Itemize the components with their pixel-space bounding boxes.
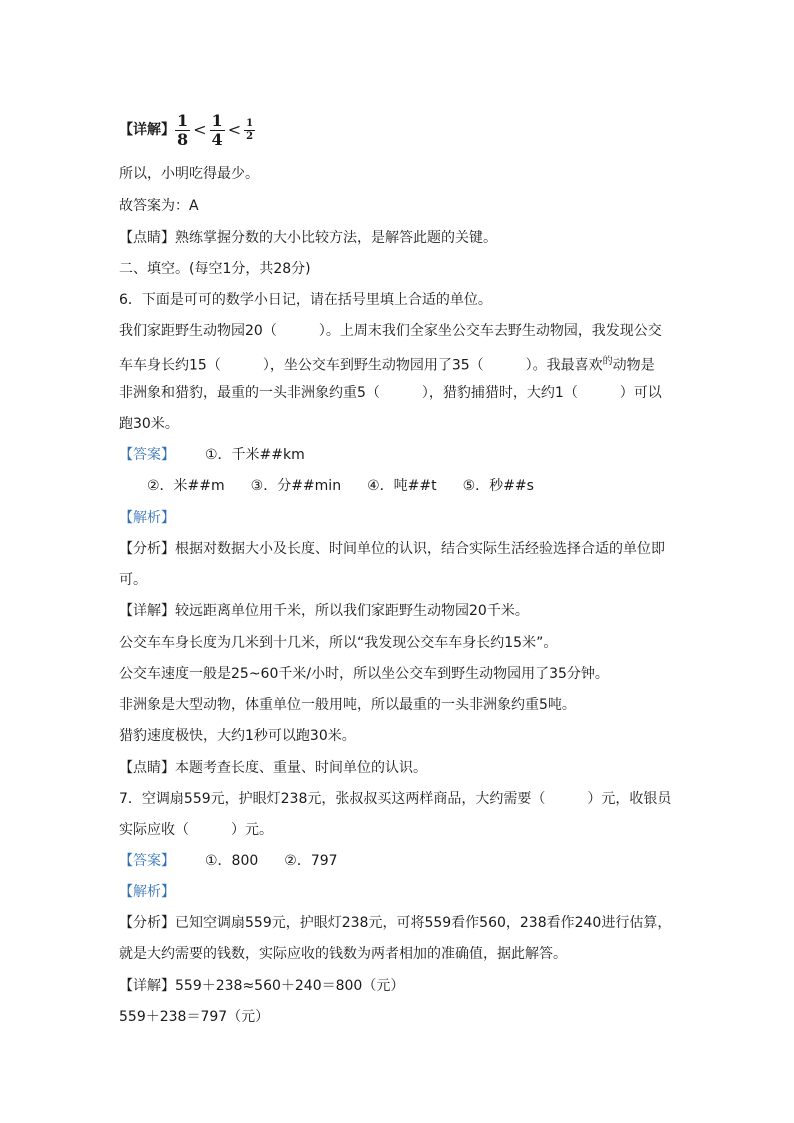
answer-item: ⑤．秒##s — [462, 478, 534, 494]
q7-analysis-line-1: 【分析】已知空调扇559元，护眼灯238元，可将559看作560，238看作240进行估算， — [119, 915, 672, 931]
q6-title: 6．下面是可可的数学小日记，请在括号里填上合适的单位。 — [119, 292, 492, 308]
less-than-sign: < — [227, 120, 242, 139]
q6-answer-line-1 — [119, 445, 305, 465]
q6-analysis-label: 【解析】 — [119, 510, 175, 526]
answer-item: ②．797 — [284, 853, 338, 869]
q5-answer: 故答案为：A — [119, 198, 199, 214]
detail-fraction-line — [119, 112, 255, 148]
q7-title-line-2: 实际应收（ ）元。 — [119, 822, 273, 838]
q7-answer-line — [119, 851, 338, 871]
q7-title-line-1: 7．空调扇559元，护眼灯238元，张叔叔买这两样商品，大约需要（ ）元，收银员 — [119, 791, 672, 807]
q6-paragraph-line-1: 我们家距野生动物园20（ ）。上周末我们全家坐公交车去野生动物园，我发现公交 — [119, 323, 662, 339]
q6-paragraph-line-4: 跑30米。 — [119, 416, 179, 432]
q7-detail-line-2: 559＋238＝797（元） — [119, 1009, 270, 1025]
fraction-one-half: $\frac{1}{2}$ — [246, 117, 254, 142]
q7-analysis-label: 【解析】 — [119, 884, 175, 900]
section-title: 二、填空。(每空1分，共28分) — [119, 261, 311, 277]
q7-analysis-line-2: 就是大约需要的钱数，实际应收的钱数为两者相加的准确值，据此解答。 — [119, 946, 567, 962]
answer-label: 【答案】 — [119, 447, 175, 463]
answer-item: ③．分##min — [250, 478, 342, 494]
fraction-one-eighth: $\frac{1}{8}$ — [177, 110, 189, 149]
q6-analysis-line-2: 可。 — [119, 572, 147, 588]
answer-item: ①．千米##km — [205, 447, 305, 463]
q6-detail-line-2: 公交车车身长度为几米到十几米，所以“我发现公交车车身长约15米”。 — [119, 635, 558, 651]
answer-label: 【答案】 — [119, 853, 175, 869]
less-than-sign: < — [193, 120, 207, 139]
answer-item: ①．800 — [205, 853, 259, 869]
fraction-one-quarter: $\frac{1}{4}$ — [211, 110, 223, 149]
q6-answer-line-2 — [147, 476, 534, 496]
q6-paragraph-line-3: 非洲象和猎豹，最重的一头非洲象约重5（ ），猎豹捕猎时，大约1（ ）可以 — [119, 385, 662, 401]
q6-detail-line-5: 猎豹速度极快，大约1秒可以跑30米。 — [119, 728, 356, 744]
q6-paragraph-line-2: 车车身长约15（ ），坐公交车到野生动物园用了35（ ）。我最喜欢$^的$动物是 — [119, 356, 655, 374]
q6-analysis-line-1: 【分析】根据对数据大小及长度、时间单位的认识，结合实际生活经验选择合适的单位即 — [119, 541, 665, 557]
q7-detail-line-1: 【详解】559＋238≈560＋240＝800（元） — [119, 978, 405, 994]
answer-item: ②．米##m — [147, 478, 225, 494]
q6-detail-line-4: 非洲象是大型动物，体重单位一般用吨，所以最重的一头非洲象约重5吨。 — [119, 697, 576, 713]
q6-detail-line-1: 【详解】较远距离单位用千米，所以我们家距野生动物园20千米。 — [119, 603, 529, 619]
q5-conclusion: 所以，小明吃得最少。 — [119, 166, 259, 182]
q5-comment: 【点睛】熟练掌握分数的大小比较方法，是解答此题的关键。 — [119, 230, 497, 246]
detail-label: 【详解】 — [119, 122, 175, 138]
q6-comment: 【点睛】本题考查长度、重量、时间单位的认识。 — [119, 760, 427, 776]
answer-item: ④．吨##t — [367, 478, 437, 494]
q6-detail-line-3: 公交车速度一般是25~60千米/小时，所以坐公交车到野生动物园用了35分钟。 — [119, 666, 609, 682]
